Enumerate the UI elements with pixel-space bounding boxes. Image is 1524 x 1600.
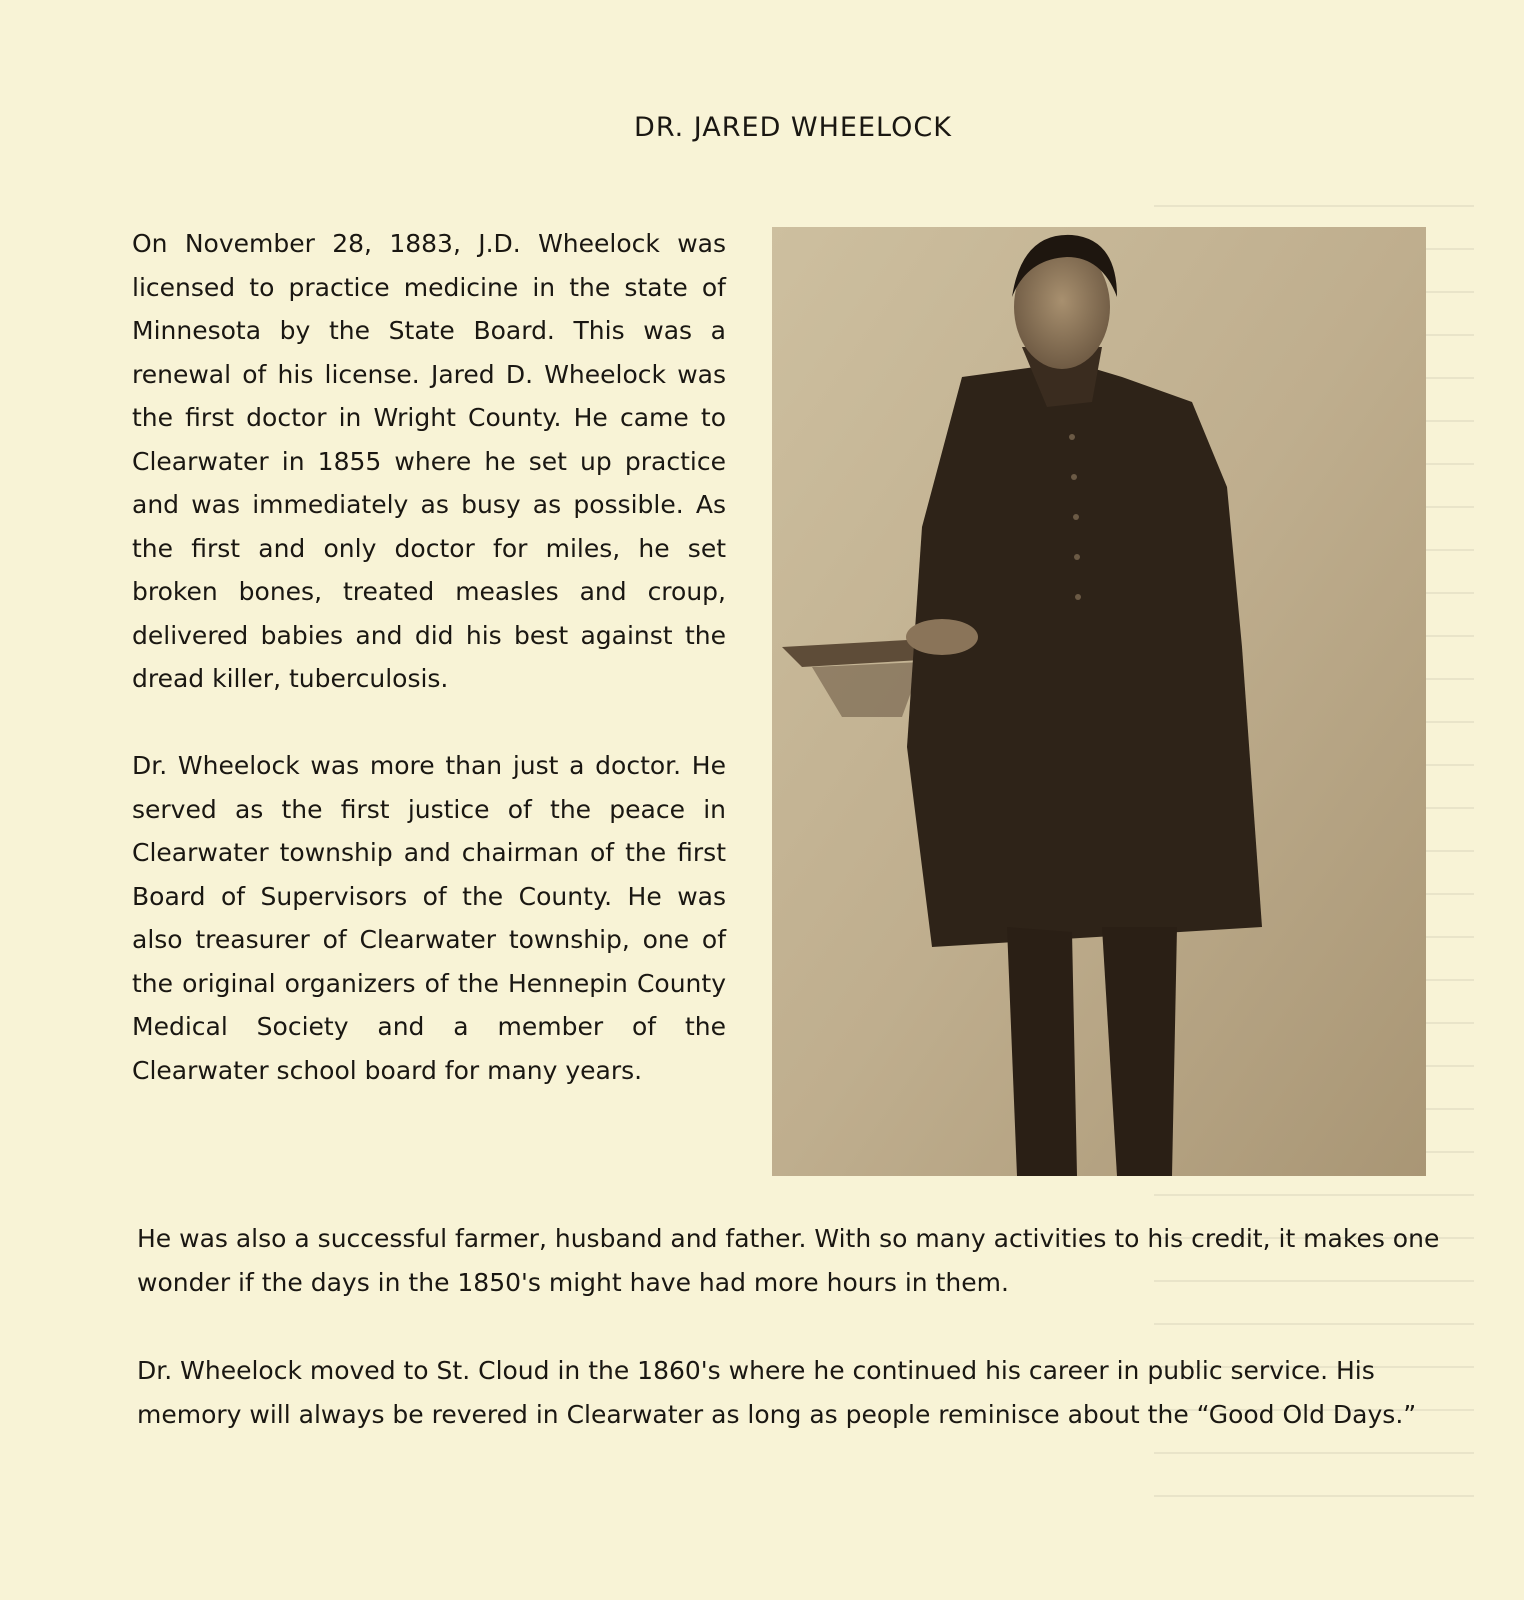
paragraph-license: On November 28, 1883, J.D. Wheelock was licensed to practice medicine in the state of Minnesota by the State Board. This was a renewal of his license. Jared D. Wheelock was the first doctor in Wright County. He came to Clearwater in 1855 where he set up practice and was immediately as busy as possible. As the first and only doctor for miles, he set broken bones, treated measles and croup, delivered babies and did his best against the dread killer, tuberculosis. xyxy=(132,229,726,693)
paragraph-farmer: He was also a successful farmer, husband and father. With so many activities to his credit, it makes one wonder if the days in the 1850's might have had more hours in them. xyxy=(137,1224,1440,1297)
page-title: DR. JARED WHEELOCK xyxy=(634,112,952,144)
left-text-column xyxy=(132,222,726,1092)
paragraph-st-cloud: Dr. Wheelock moved to St. Cloud in the 1860's where he continued his career in public service. His memory will always be revered in Clearwater as long as people reminisce about the “Good Old Days.” xyxy=(137,1356,1417,1429)
portrait-illustration xyxy=(772,227,1426,1176)
coat xyxy=(907,362,1262,947)
portrait-photograph xyxy=(772,227,1426,1176)
paragraph-farmer-block xyxy=(137,1217,1467,1304)
paragraph-spacer xyxy=(132,701,726,745)
paragraph-civic-roles: Dr. Wheelock was more than just a doctor. He served as the first justice of the peace in Clearwater township and chairman of the first Board of Supervisors of the County. He was also treasurer of Clearwater township, one of the original organizers of the Hennepin County Medical Society and a member of the Clearwater school board for many years. xyxy=(132,751,726,1085)
hand xyxy=(906,619,978,655)
left-leg xyxy=(1007,927,1077,1176)
paragraph-st-cloud-block xyxy=(137,1349,1467,1436)
